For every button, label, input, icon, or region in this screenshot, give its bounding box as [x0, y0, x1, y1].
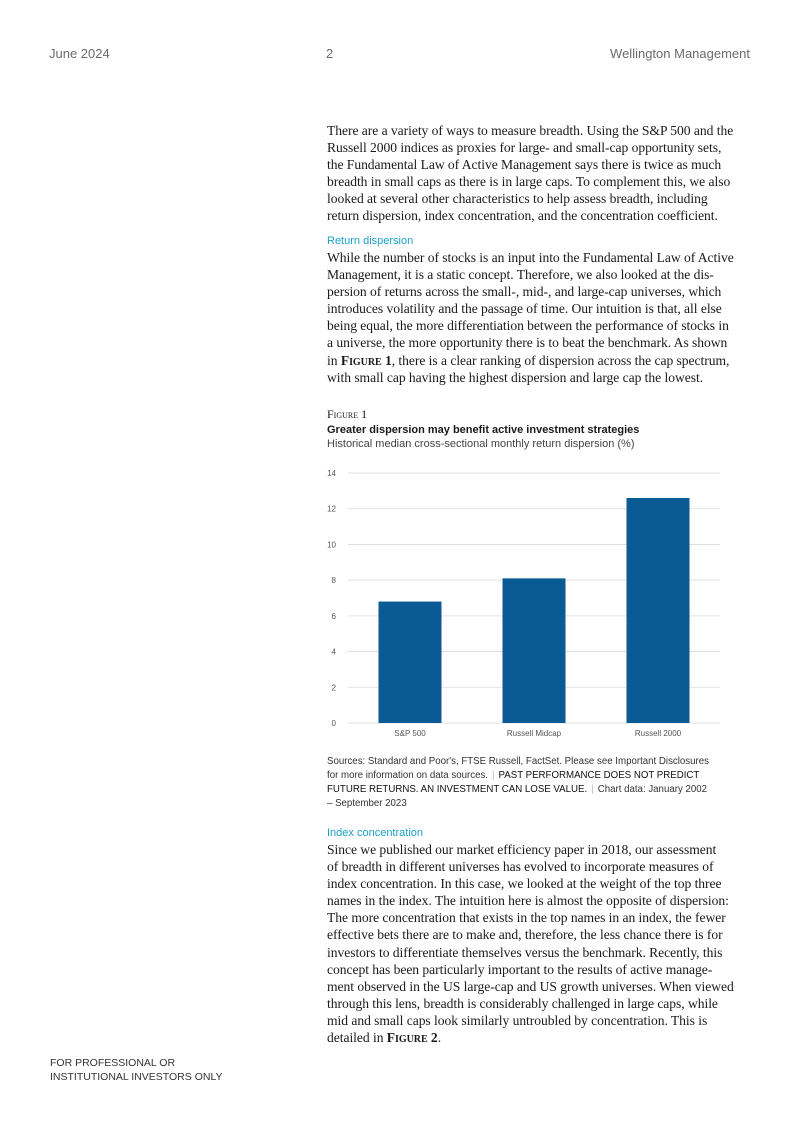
- figure-subtitle: Historical median cross-sectional monthly return dispersion (%): [327, 438, 635, 450]
- header-date: June 2024: [49, 46, 110, 61]
- figure-title: Greater dispersion may benefit active investment strategies: [327, 424, 640, 436]
- notes-text: for more information on data sources.: [327, 770, 488, 781]
- section-body: [327, 249, 752, 386]
- body-line: The more concentration that exists in the top names in an index, the fewer: [327, 910, 726, 926]
- footer-line: FOR PROFESSIONAL OR: [50, 1057, 176, 1069]
- body-line: looked at several other characteristics to help assess breadth, including: [327, 191, 708, 207]
- figure-ref[interactable]: Figure 1: [340, 352, 392, 368]
- section-heading: Index concentration: [327, 827, 424, 839]
- bar: [503, 578, 566, 723]
- ref-suffix: .: [437, 1030, 442, 1046]
- x-tick-label: Russell Midcap: [506, 729, 562, 738]
- figure-ref[interactable]: Figure 2: [386, 1030, 438, 1046]
- chart-data-range: Chart data: January 2002: [597, 784, 708, 795]
- body-line: names in the index. The intuition here is almost the opposite of dispersion:: [327, 893, 729, 909]
- intro-paragraph: [327, 122, 752, 225]
- notes-line: – September 2023: [327, 798, 407, 809]
- y-tick-label: 0: [331, 719, 336, 728]
- body-line: index concentration. In this case, we looked at the weight of the top three: [327, 876, 722, 892]
- footer-line: INSTITUTIONAL INVESTORS ONLY: [50, 1071, 223, 1083]
- body-line: the Fundamental Law of Active Management says there is twice as much: [327, 157, 722, 173]
- body-line: with small cap having the highest dispersion and large cap the lowest.: [327, 369, 704, 385]
- section-body: [327, 841, 752, 1046]
- body-line: Russell 2000 indices as proxies for large- and small-cap opportunity sets,: [327, 140, 722, 156]
- performance-warning: PAST PERFORMANCE DOES NOT PREDICT: [498, 770, 700, 781]
- page-number: 2: [326, 46, 334, 61]
- notes-line: Sources: Standard and Poor's, FTSE Russell, FactSet. Please see Important Disclosures: [327, 756, 709, 767]
- body-line: concept has been particularly important to the results of active manage-: [327, 961, 713, 977]
- intro-text: [327, 122, 752, 225]
- x-tick-label: S&P 500: [394, 729, 426, 738]
- section-return-dispersion: [327, 235, 752, 386]
- header-org: Wellington Management: [610, 46, 750, 61]
- bar-chart: [320, 462, 730, 744]
- ref-suffix: , there is a clear ranking of dispersion across the cap spectrum,: [391, 352, 730, 368]
- body-line: ment observed in the US large-cap and US growth universes. When viewed: [327, 978, 734, 994]
- body-line: return dispersion, index concentration, and the concentration coefficient.: [327, 208, 718, 224]
- section-heading: Return dispersion: [327, 235, 414, 247]
- body-line: investors to differentiate themselves versus the benchmark. Recently, this: [327, 944, 723, 960]
- ref-prefix: in: [327, 352, 341, 368]
- y-tick-label: 12: [327, 504, 336, 514]
- bar: [379, 602, 442, 723]
- y-tick-label: 8: [331, 576, 336, 586]
- figure-notes: Sources: Standard and Poor's, FTSE Russell, FactSet. Please see Important Disclosures for more information on data sources. | PAST PERFORMANCE DOES NOT PREDICT FUTURE RETURNS. AN INVESTMENT CAN LOSE VALUE. | Chart data: January 2002 – September 2023: [327, 755, 752, 811]
- body-line: persion of returns across the small-, mid-, and large-cap universes, which: [327, 284, 722, 300]
- body-line: Management, it is a static concept. Therefore, we also looked at the dis-: [327, 267, 714, 283]
- bar: [627, 498, 690, 723]
- body-line: mid and small caps look similarly untroubled by concentration. This is: [327, 1012, 708, 1028]
- y-tick-label: 6: [331, 611, 336, 621]
- body-line: While the number of stocks is an input into the Fundamental Law of Active: [327, 250, 734, 265]
- body-line: of breadth in different universes has evolved to incorporate measures of: [327, 859, 714, 875]
- y-tick-label: 10: [327, 540, 336, 550]
- body-line: Since we published our market efficiency paper in 2018, our assessment: [327, 842, 717, 857]
- body-line: introduces volatility and the passage of time. Our intuition is that, all else: [327, 301, 722, 317]
- figure-header: [327, 407, 752, 450]
- body-line: effective bets there are to make and, therefore, the less chance there is for: [327, 927, 723, 943]
- body-line: being equal, the more differentiation between the performance of stocks in: [327, 318, 729, 334]
- y-tick-label: 2: [331, 683, 336, 693]
- body-line: There are a variety of ways to measure breadth. Using the S&P 500 and the: [327, 123, 734, 138]
- body-line: breadth in small caps as there is in large caps. To complement this, we also: [327, 174, 731, 190]
- section-index-concentration: [327, 827, 752, 1046]
- performance-warning: FUTURE RETURNS. AN INVESTMENT CAN LOSE VALUE.: [327, 784, 588, 795]
- body-line: a universe, the more opportunity there is to beat the benchmark. As shown: [327, 335, 728, 351]
- body-line: through this lens, breadth is considerably challenged in large caps, while: [327, 995, 718, 1011]
- x-tick-label: Russell 2000: [634, 729, 682, 738]
- figure-label: Figure 1: [327, 407, 368, 421]
- footer-disclaimer: [50, 1056, 223, 1084]
- y-tick-label: 14: [327, 469, 336, 478]
- y-tick-label: 4: [331, 647, 336, 657]
- ref-prefix: detailed in: [327, 1030, 387, 1046]
